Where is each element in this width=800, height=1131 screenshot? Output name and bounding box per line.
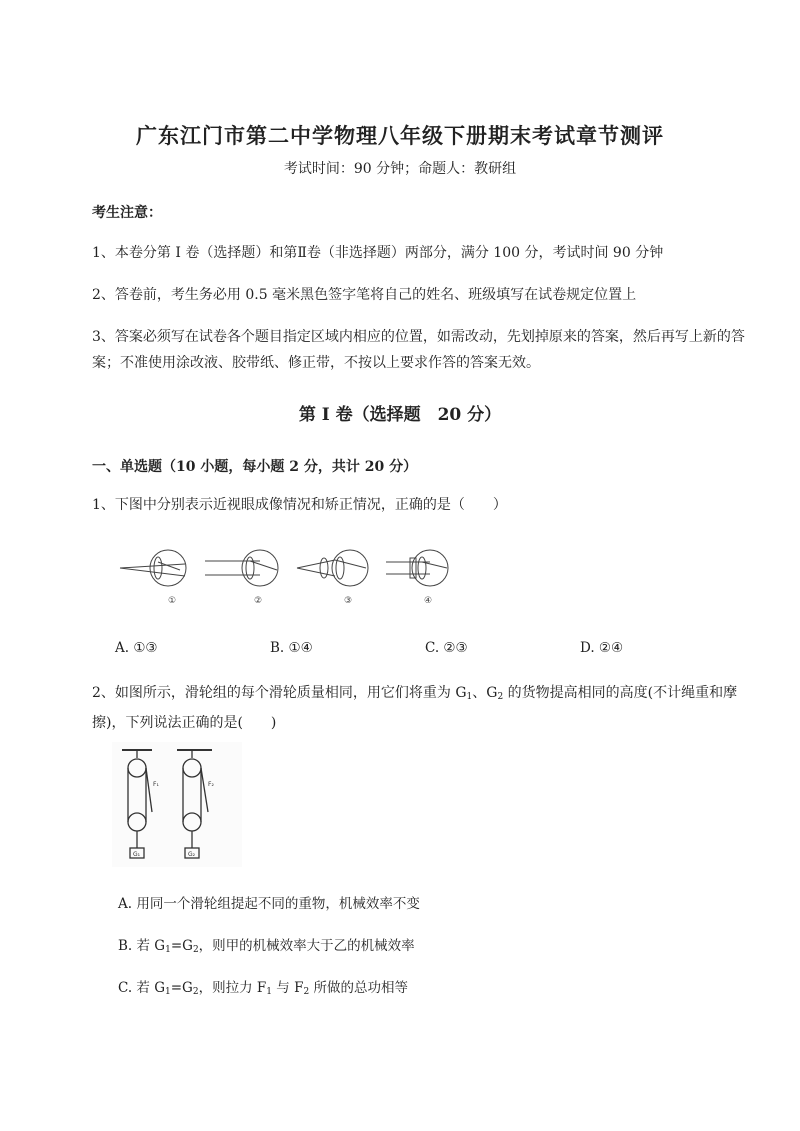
- q2-c-sub3: 1: [266, 987, 272, 997]
- q2-g2-sub: 2: [497, 692, 504, 702]
- q2-stem-suffix: 的货物提高相同的高度(不计绳重和摩擦)，下列说法正确的是( ): [92, 685, 738, 731]
- figure-label-2: ②: [253, 596, 263, 606]
- q2-c-sub4: 2: [303, 987, 310, 997]
- page-title: 广东江门市第二中学物理八年级下册期末考试章节测评: [136, 123, 664, 148]
- exam-info: 考试时间：90 分钟；命题人：教研组: [283, 161, 517, 177]
- figure-label-1: ①: [167, 596, 177, 606]
- question-2-stem: [92, 680, 752, 736]
- q2-c-mid: =G: [170, 980, 193, 996]
- note-item-3: 3、答案必须写在试卷各个题目指定区域内相应的位置，如需改动，先划掉原来的答案，然后再写上新的答案；不准使用涂改液、胶带纸、修正带，不按以上要求作答的答案无效。: [92, 329, 745, 371]
- q2-option-a[interactable]: A. 用同一个滑轮组提起不同的重物，机械效率不变: [118, 896, 420, 912]
- q2-sep: 、: [472, 685, 487, 701]
- eye-diagram-3: [297, 550, 368, 586]
- note-item-1: 1、本卷分第 I 卷（选择题）和第Ⅱ卷（非选择题）两部分，满分 100 分，考试时间 90 分钟: [92, 245, 664, 261]
- q2-c-mid2: ，则拉力 F: [198, 980, 267, 996]
- q2-g1: G: [455, 685, 467, 701]
- q2-b-mid: =G: [170, 938, 193, 954]
- eye-diagram-4: [386, 550, 448, 586]
- q2-g2: G: [486, 685, 498, 701]
- q2-stem-prefix: 2、如图所示，滑轮组的每个滑轮质量相同，用它们将重为: [92, 685, 456, 701]
- part-heading: 一、单选题（10 小题，每小题 2 分，共计 20 分）: [92, 459, 418, 475]
- eye-diagram-1: [120, 550, 186, 586]
- q2-c-mid3: 与 F: [272, 980, 304, 996]
- pulley-label-f2: F₂: [208, 781, 214, 788]
- q2-b-sub1: 1: [165, 945, 171, 955]
- pulley-label-g2: G₂: [188, 851, 196, 858]
- pulley-label-g1: G₁: [133, 851, 141, 858]
- eye-diagram-figure: [110, 548, 470, 608]
- q2-c-prefix: C. 若 G: [118, 980, 166, 996]
- figure-label-3: ③: [343, 596, 353, 606]
- q1-option-b[interactable]: B. ①④: [270, 640, 313, 656]
- section-title: 第 I 卷（选择题 20 分）: [298, 405, 502, 425]
- q2-b-suffix: ，则甲的机械效率大于乙的机械效率: [198, 938, 415, 954]
- q1-option-a[interactable]: A. ①③: [115, 640, 158, 656]
- q1-option-d[interactable]: D. ②④: [580, 640, 624, 656]
- q2-c-sub1: 1: [165, 987, 171, 997]
- q2-g1-sub: 1: [466, 692, 473, 702]
- q2-option-b[interactable]: [118, 934, 415, 955]
- q2-b-sub2: 2: [192, 945, 199, 955]
- q1-option-c[interactable]: C. ②③: [425, 640, 468, 656]
- q2-b-prefix: B. 若 G: [118, 938, 166, 954]
- q2-c-sub2: 2: [192, 987, 199, 997]
- figure-label-4: ④: [423, 596, 433, 606]
- note-item-2: 2、答卷前，考生务必用 0.5 毫米黑色签字笔将自己的姓名、班级填写在试卷规定位置上: [92, 287, 637, 303]
- q2-c-suffix: 所做的总功相等: [309, 980, 408, 996]
- pulley-label-f1: F₁: [153, 781, 159, 788]
- pulley-figure: [112, 742, 242, 867]
- eye-diagram-2: [205, 550, 278, 586]
- question-1-stem: 1、下图中分别表示近视眼成像情况和矫正情况，正确的是（ ）: [92, 497, 507, 513]
- q2-option-c[interactable]: [118, 976, 408, 997]
- notes-heading: 考生注意：: [92, 205, 162, 221]
